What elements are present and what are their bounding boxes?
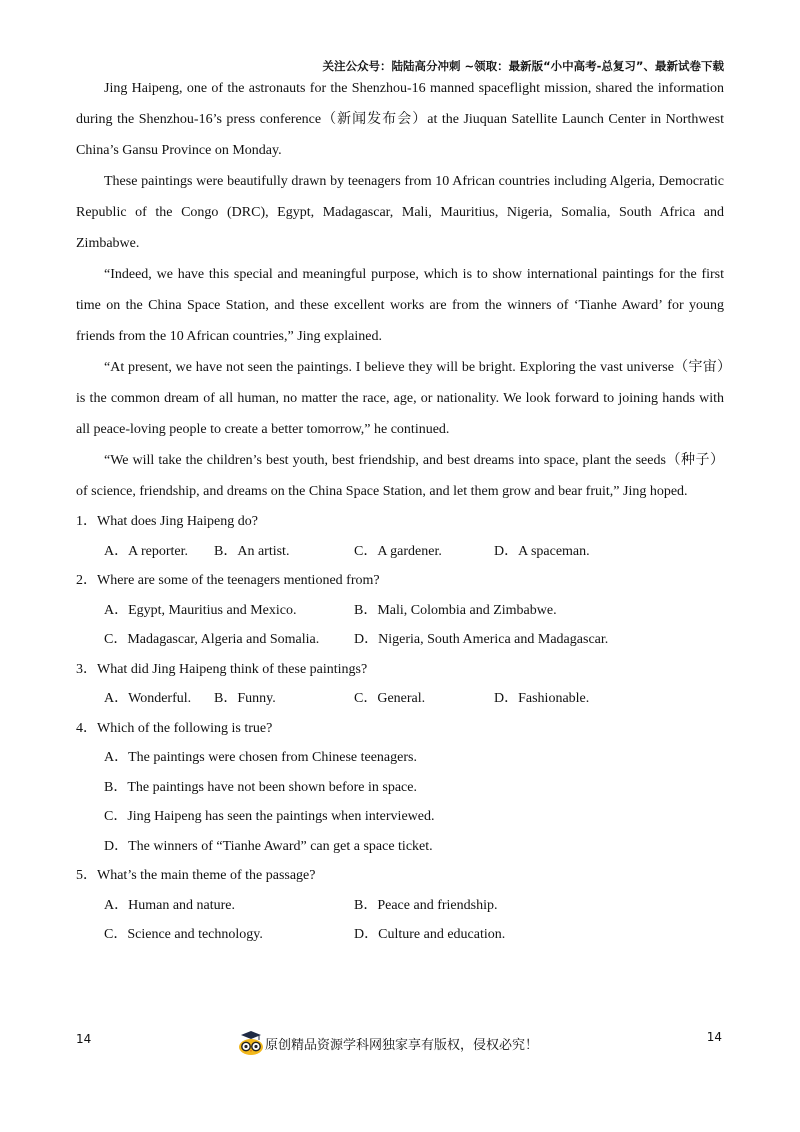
option-a[interactable]: A．Human and nature.: [104, 897, 236, 913]
passage-paragraph: These paintings were beautifully drawn by teenagers from 10 African countries including Algeria, Democratic Republic of the Congo (DRC), Egypt, Madagascar, Mali, Mauritius, Nigeria, Somalia, South Africa and Zimbabwe.: [76, 174, 724, 251]
page-number-right: 14: [706, 1030, 722, 1044]
option-row: [76, 920, 724, 950]
passage-paragraph: “At present, we have not seen the paintings. I believe they will be bright. Exploring the vast universe（宇宙）is the common dream of all human, no matter the race, age, or nationality. We look forward to joining hands with all peace-loving people to create a better tomorrow,” he continued.: [76, 360, 724, 437]
copyright-text: 原创精品资源学科网独家享有版权，侵权必究！: [265, 1037, 539, 1053]
option-c[interactable]: C．General.: [354, 691, 426, 706]
option-row: [76, 684, 724, 714]
option-c[interactable]: C．Jing Haipeng has seen the paintings when interviewed.: [104, 809, 435, 824]
copyright-notice: [238, 1030, 538, 1056]
question-stem: 5．What’s the main theme of the passage?: [76, 868, 316, 883]
header-note: 关注公众号：陆陆高分冲刺 ~领取：最新版“小中高考-总复习”、最新试卷下载: [322, 59, 724, 73]
option-d[interactable]: D．Nigeria, South America and Madagascar.: [354, 632, 609, 647]
question-2: [76, 566, 724, 655]
option-d[interactable]: D．A spaceman.: [494, 543, 590, 559]
option-row: [76, 802, 724, 832]
passage-paragraph: Jing Haipeng, one of the astronauts for the Shenzhou-16 manned spaceflight mission, shared the information during the Shenzhou-16’s press conference（新闻发布会）at the Jiuquan Satellite Launch Center in Northwest China’s Gansu Province on Monday.: [76, 81, 724, 158]
option-row: [76, 773, 724, 803]
question-1: [76, 507, 724, 566]
option-row: [76, 625, 724, 655]
option-b[interactable]: B．Funny.: [214, 691, 276, 706]
option-row: [76, 832, 724, 862]
option-b[interactable]: B．Peace and friendship.: [354, 897, 498, 913]
option-a[interactable]: A．Wonderful.: [104, 691, 192, 706]
option-b[interactable]: B．The paintings have not been shown before in space.: [104, 779, 417, 795]
option-c[interactable]: C．Science and technology.: [104, 927, 263, 942]
question-stem: 1．What does Jing Haipeng do?: [76, 514, 258, 529]
option-b[interactable]: B．An artist.: [214, 543, 290, 559]
option-a[interactable]: A．Egypt, Mauritius and Mexico.: [104, 602, 297, 618]
page-number-left: 14: [76, 1032, 92, 1046]
passage-paragraph: “We will take the children’s best youth, best friendship, and best dreams into space, plant the seeds（种子）of science, friendship, and dreams on the China Space Station, and let them grow and bear fruit,” Jing hoped.: [76, 453, 724, 499]
option-row: [76, 743, 724, 773]
option-b[interactable]: B．Mali, Colombia and Zimbabwe.: [354, 602, 557, 618]
option-d[interactable]: D．Culture and education.: [354, 927, 506, 942]
passage-paragraph: “Indeed, we have this special and meaningful purpose, which is to show international paintings for the first time on the China Space Station, and these excellent works are from the winners of ‘Tianhe Award’ for young friends from the 10 African countries,” Jing explained.: [76, 267, 724, 344]
option-d[interactable]: D．Fashionable.: [494, 691, 590, 706]
option-row: [76, 891, 724, 921]
question-3: [76, 655, 724, 714]
option-row: [76, 596, 724, 626]
option-row: [76, 537, 724, 567]
question-stem: 4．Which of the following is true?: [76, 720, 273, 736]
reading-passage: [76, 73, 724, 507]
option-d[interactable]: D．The winners of “Tianhe Award” can get a space ticket.: [104, 838, 433, 854]
question-list: [76, 507, 724, 950]
document-body: [76, 73, 724, 950]
owl-logo-icon: [238, 1030, 264, 1056]
option-a[interactable]: A．The paintings were chosen from Chinese teenagers.: [104, 750, 417, 765]
question-stem: 3．What did Jing Haipeng think of these paintings?: [76, 661, 368, 677]
option-c[interactable]: C．Madagascar, Algeria and Somalia.: [104, 632, 320, 647]
option-a[interactable]: A．A reporter.: [104, 543, 188, 559]
option-c[interactable]: C．A gardener.: [354, 543, 442, 559]
question-stem: 2．Where are some of the teenagers mentioned from?: [76, 573, 380, 588]
question-4: [76, 714, 724, 862]
question-5: [76, 861, 724, 950]
